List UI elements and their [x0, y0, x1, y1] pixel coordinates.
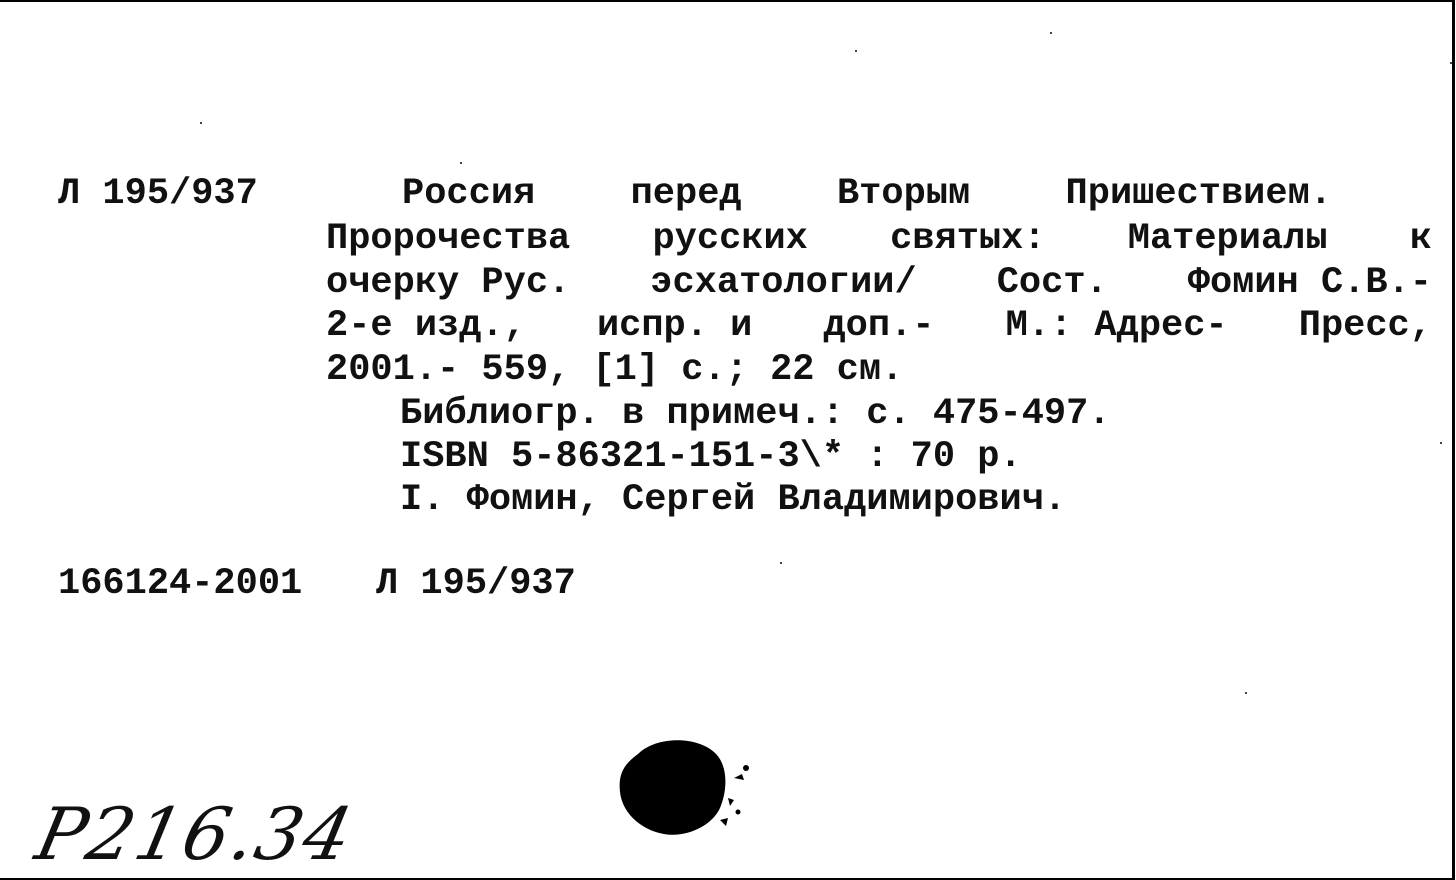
title-line-4 [326, 304, 1432, 348]
title-word: испр. и [596, 305, 753, 347]
dust-speck [1450, 62, 1452, 64]
shelfmark: Л 195/937 [58, 173, 258, 215]
title-word: святых: [890, 218, 1046, 260]
ink-blot [616, 734, 766, 844]
title-word: к [1409, 218, 1432, 260]
title-word: эсхатологии/ [650, 262, 917, 304]
title-word: очерку Рус. [326, 262, 571, 304]
title-word: Пришествием. [1065, 173, 1332, 215]
title-word: Вторым [836, 173, 971, 215]
title-word: Материалы [1127, 218, 1328, 260]
dust-speck [1050, 32, 1052, 34]
title-line-2 [326, 217, 1432, 261]
accession-number: 166124-2001 [58, 563, 303, 605]
title-line-3 [326, 261, 1432, 305]
title-word: 2-е изд., [326, 305, 526, 347]
title-word: Фомин С.В.- [1187, 262, 1432, 304]
title-word: Пресс, [1298, 305, 1432, 347]
handwritten-classification: Р216.34 [29, 792, 362, 876]
dust-speck [200, 122, 202, 124]
isbn-line: ISBN 5-86321-151-3\* : 70 р. [400, 436, 1022, 478]
title-word: Пророчества [326, 218, 571, 260]
dust-speck [780, 562, 782, 564]
dust-speck [1440, 442, 1442, 444]
shelfmark-repeat: Л 195/937 [376, 563, 576, 605]
dust-speck [855, 50, 857, 52]
title-word: М.: Адрес- [1005, 305, 1228, 347]
title-word: перед [630, 173, 742, 215]
title-word: доп.- [823, 305, 935, 347]
dust-speck [460, 162, 462, 164]
added-entry: I. Фомин, Сергей Владимирович. [400, 479, 1067, 521]
title-word: Сост. [996, 262, 1108, 304]
title-line-1 [402, 172, 1332, 216]
title-word: русских [652, 218, 808, 260]
title-word: Россия [402, 173, 536, 215]
bibliography-note: Библиогр. в примеч.: с. 475-497. [400, 393, 1111, 435]
dust-speck [1245, 692, 1247, 694]
imprint-line: 2001.- 559, [1] с.; 22 см. [326, 349, 904, 391]
